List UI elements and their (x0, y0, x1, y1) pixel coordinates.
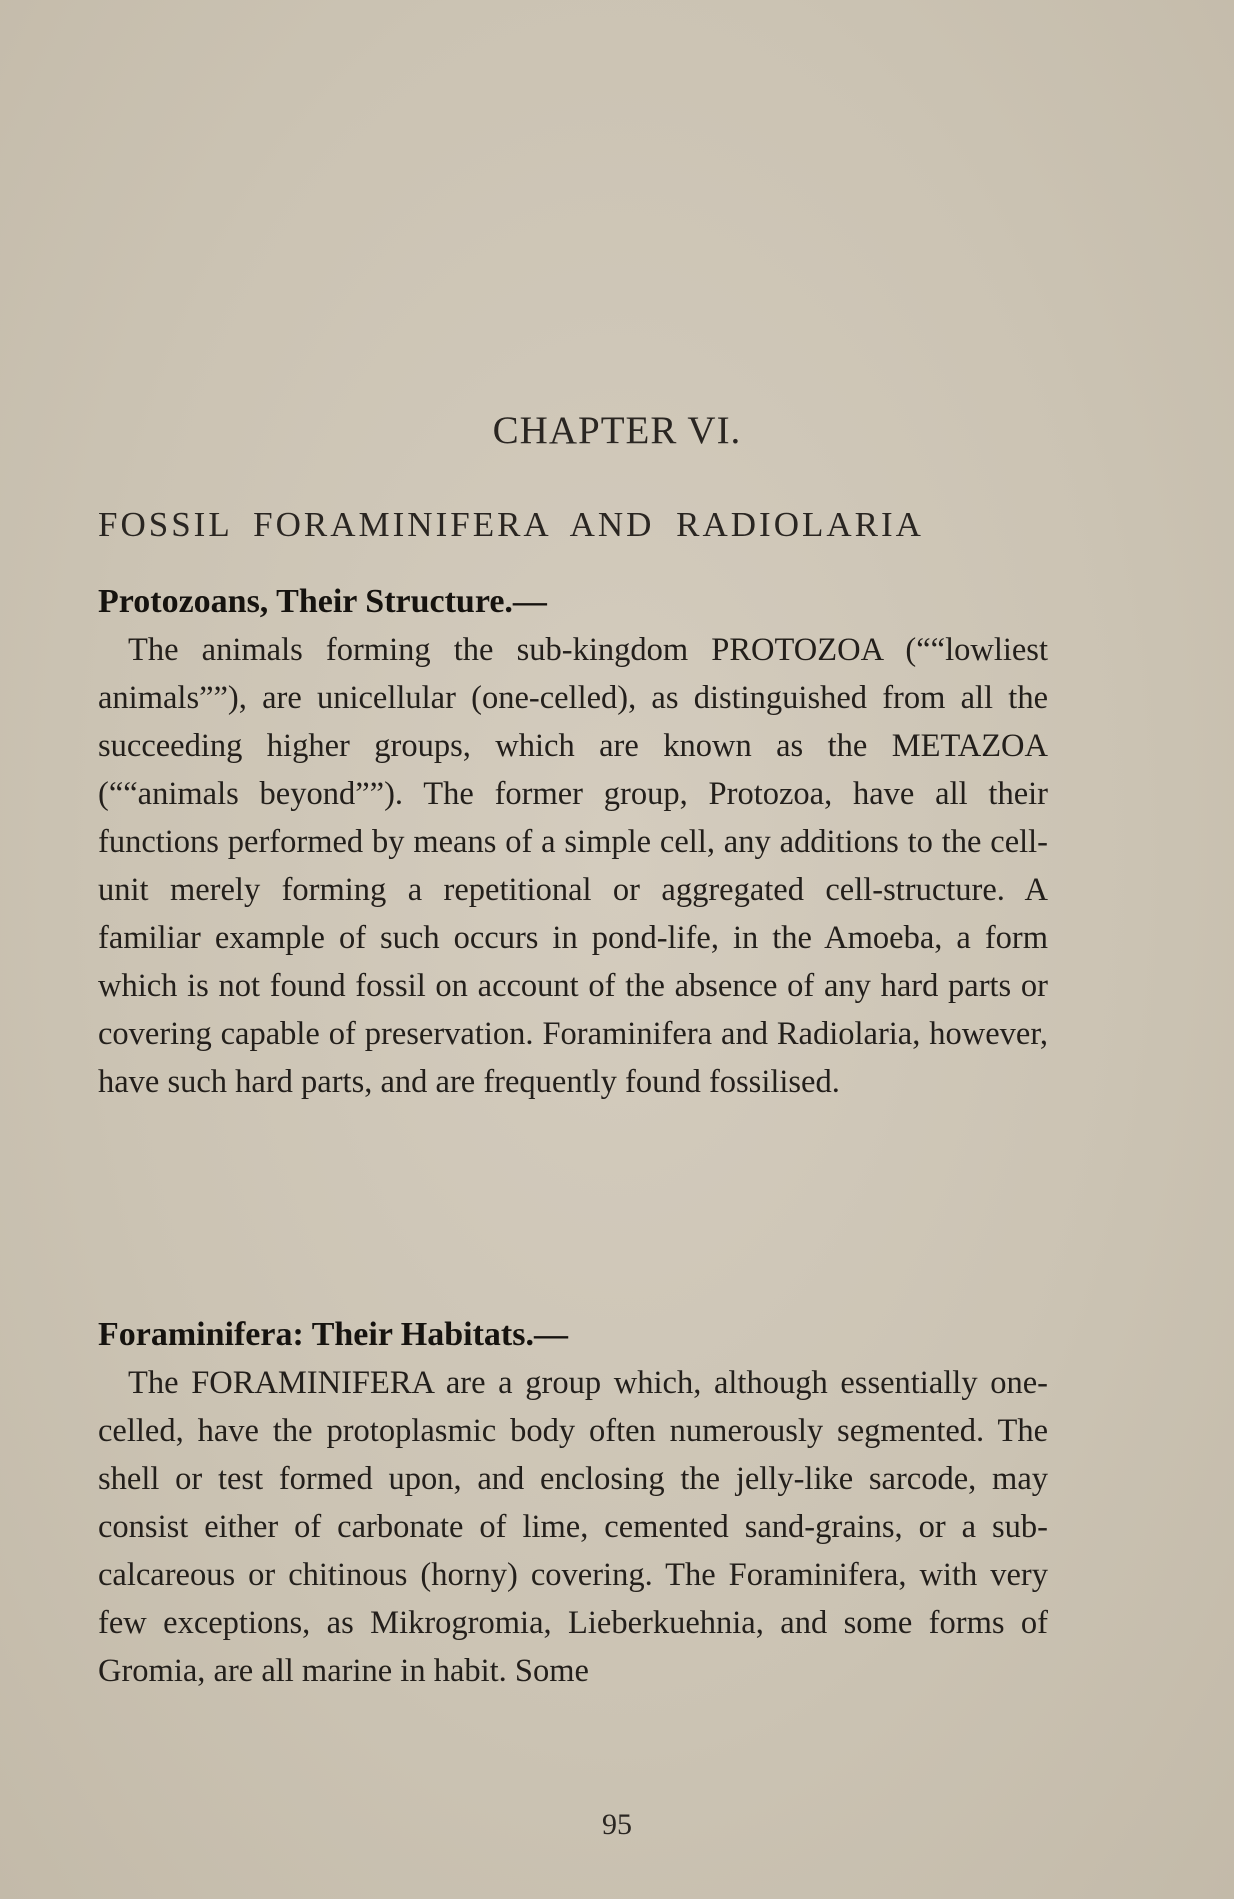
chapter-heading: FOSSIL FORAMINIFERA AND RADIOLARIA (98, 505, 924, 544)
section-heading: Foraminifera: Their Habitats.— (98, 1316, 568, 1353)
section-paragraph: The FORAMINIFERA are a group which, although essentially one-celled, have the protoplasmic body often numerously segmented. The shell or test formed upon, and enclosing the jelly-like sarcode, may consist either of carbonate of lime, cemented sand-grains, or a sub-calcareous or chitinous (horny) covering. The Foraminifera, with very few exceptions, as Mikrogromia, Lieberkuehnia, and some forms of Gromia, are all marine in habit. Some (98, 1365, 1048, 1689)
chapter-number: CHAPTER VI. (492, 409, 742, 452)
section-heading: Protozoans, Their Structure.— (98, 583, 547, 620)
section-protozoans (98, 578, 1048, 1106)
section-foraminifera (98, 1311, 1048, 1695)
section-paragraph: The animals forming the sub-kingdom PROTOZOA (““lowliest animals””), are unicellular (one-celled), as distinguished from all the succeeding higher groups, which are known as the METAZOA (““animals beyond””). The former group, Protozoa, have all their functions performed by means of a simple cell, any additions to the cell-unit merely forming a repetitional or aggregated cell-structure. A familiar example of such occurs in pond-life, in the Amoeba, a form which is not found fossil on account of the absence of any hard parts or covering capable of preservation. Foraminifera and Radiolaria, however, have such hard parts, and are frequently found fossilised. (98, 632, 1048, 1100)
page-number: 95 (602, 1808, 632, 1841)
